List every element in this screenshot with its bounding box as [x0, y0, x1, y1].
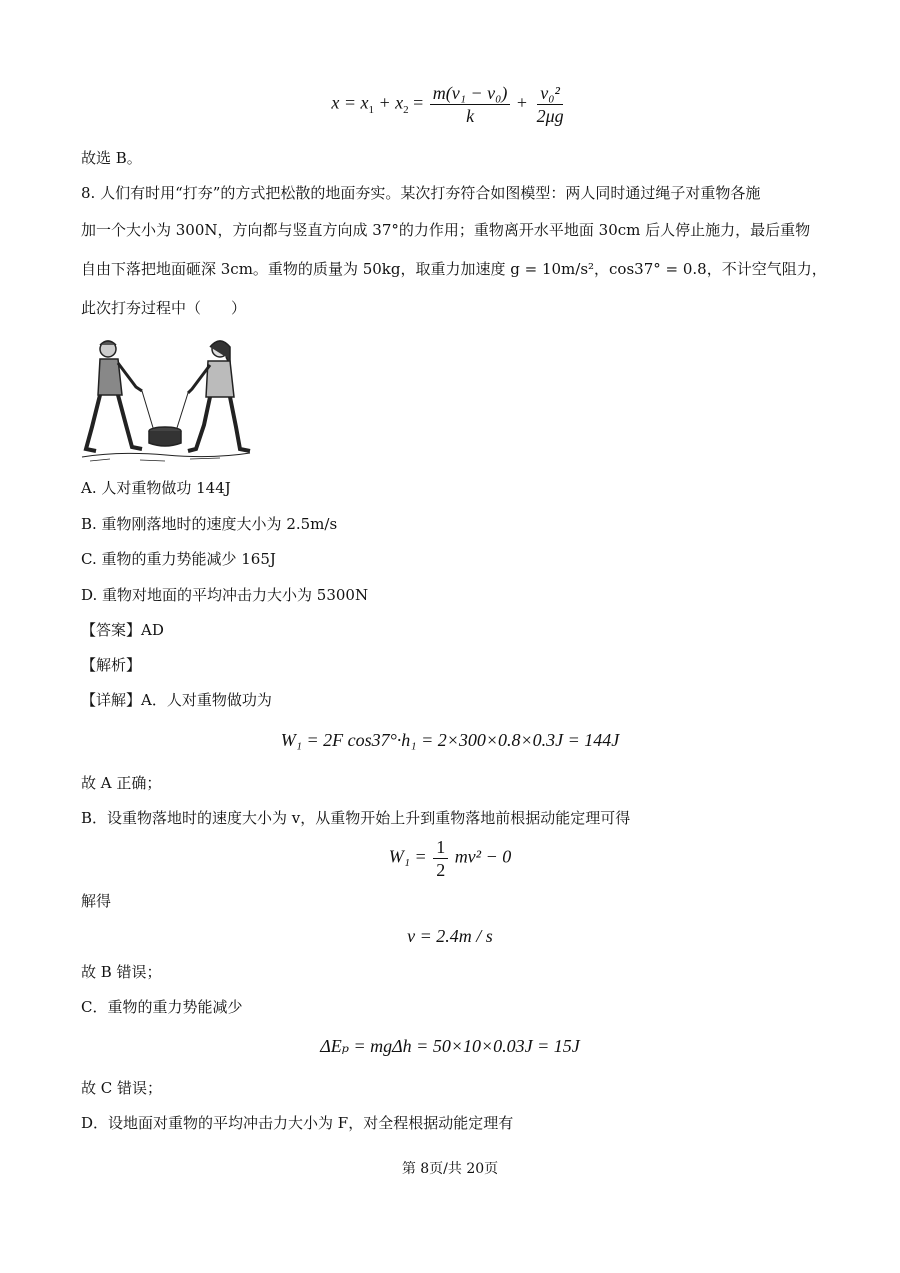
page-footer: 第 8页/共 20页 — [401, 1161, 499, 1177]
option-c: C. 重物的重力势能减少 165J — [81, 550, 276, 568]
frac1-num: m(v₁ − v₀) — [430, 82, 511, 105]
eq-c-text: ΔEₚ = mgΔh = 50×10×0.03J = 15J — [320, 1036, 580, 1056]
equation-potential — [0, 1036, 900, 1057]
sub-1: 1 — [368, 104, 374, 117]
q8-line4: 此次打夯过程中（ ） — [81, 299, 247, 317]
eq-plus: + — [516, 92, 528, 113]
fraction-2 — [534, 82, 567, 127]
left-leg — [86, 395, 100, 451]
option-a: A. 人对重物做功 144J — [81, 479, 231, 497]
c-wrong-line: 故 C 错误； — [81, 1079, 163, 1097]
equation-kinetic — [0, 836, 900, 881]
q8-line1: 8. 人们有时用“打夯”的方式把松散的地面夯实。某次打夯符合如图模型：两人同时通过绳子对重物各施 — [81, 184, 761, 202]
fraction-half — [433, 836, 448, 881]
c-text-line: C．重物的重力势能减少 — [81, 998, 243, 1016]
a-correct-line: 故 A 正确； — [81, 774, 162, 792]
option-d: D. 重物对地面的平均冲击力大小为 5300N — [81, 586, 369, 604]
weight-body — [149, 431, 181, 446]
ground-line — [82, 453, 250, 457]
eq-plus-x2: + x — [373, 92, 404, 113]
eq-work-text: W₁ = 2F cos37°·h₁ = 2×300×0.8×0.3J = 144J — [280, 730, 620, 750]
b-wrong-line: 故 B 错误； — [81, 963, 162, 981]
choose-b-line: 故选 B。 — [81, 149, 142, 167]
rope-left — [142, 391, 154, 431]
fraction-1 — [430, 82, 511, 127]
eq-equals: = — [408, 92, 424, 113]
frac2-den: 2μg — [536, 106, 564, 126]
tamping-illustration — [80, 335, 252, 467]
half-den: 2 — [436, 860, 446, 880]
detail-a-line: 【详解】A．人对重物做功为 — [81, 691, 272, 709]
eq-b-lhs: W₁ = — [388, 846, 427, 867]
equation-work — [0, 730, 900, 751]
solve-line: 解得 — [81, 892, 112, 910]
b-text-line: B．设重物落地时的速度大小为 v，从重物开始上升到重物落地前根据动能定理可得 — [81, 809, 631, 827]
answer-line: 【答案】AD — [81, 621, 164, 639]
d-text-line: D．设地面对重物的平均冲击力大小为 F，对全程根据动能定理有 — [81, 1114, 514, 1132]
frac2-num: v₀² — [537, 82, 563, 105]
frac1-den: k — [466, 106, 475, 126]
rope-right — [176, 393, 188, 431]
analysis-heading: 【解析】 — [81, 656, 142, 674]
eq-lhs: x = x — [331, 92, 369, 113]
equation-velocity — [0, 926, 900, 947]
eq-v-text: v = 2.4m / s — [407, 926, 493, 946]
q8-line2: 加一个大小为 300N，方向都与竖直方向成 37°的力作用；重物离开水平地面 30cm 后人停止施力，最后重物 — [81, 221, 811, 239]
eq-b-rhs: mv² − 0 — [454, 846, 512, 867]
q8-line3: 自由下落把地面砸深 3cm。重物的质量为 50kg，取重力加速度 g = 10m/s²，cos37° = 0.8，不计空气阻力， — [81, 260, 827, 278]
half-num: 1 — [433, 836, 448, 859]
option-b: B. 重物刚落地时的速度大小为 2.5m/s — [81, 515, 338, 533]
equation-x-total — [0, 82, 900, 127]
right-leg — [118, 395, 142, 449]
sub-2: 2 — [403, 104, 409, 117]
